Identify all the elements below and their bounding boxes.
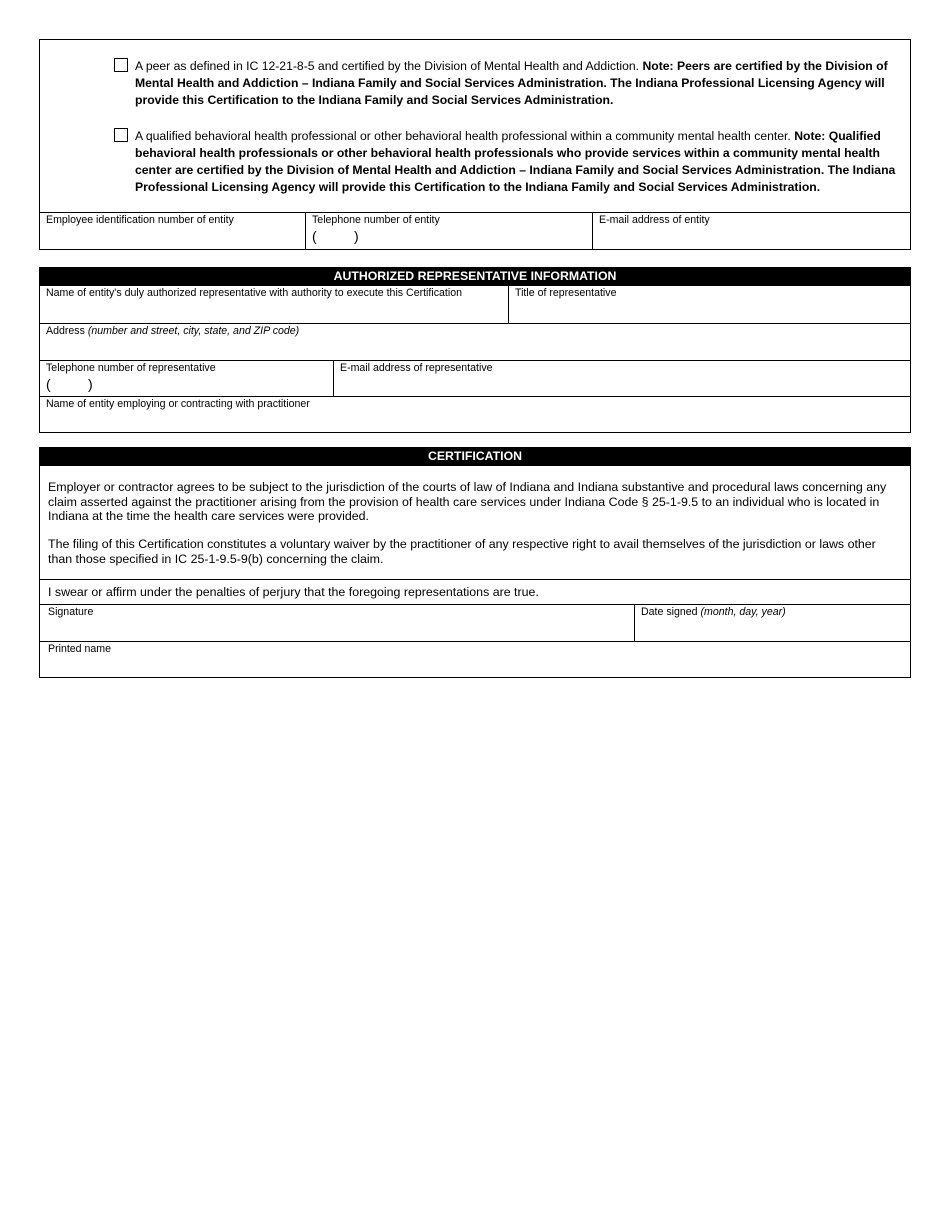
ein-label: Employee identification number of entity [46,214,234,226]
printed-name-row [40,641,910,677]
certification-section [39,447,911,678]
certification-paragraph-1: Employer or contractor agrees to be subject to the jurisdiction of the courts of law of Indiana and Indiana substantive and procedural laws concerning any claim asserted against the practitioner arising from the provision of health care services under Indiana Code § 25-1-9.5 to an individual who is located in Indiana at the time the health care services were provided. [48,480,887,523]
certification-header: CERTIFICATION [40,447,910,466]
rep-email-label: E-mail address of representative [340,362,493,374]
rep-address-row [40,323,910,360]
oath-row [40,579,910,604]
rep-email-cell [333,361,910,397]
peer-checkbox[interactable] [114,58,128,72]
date-signed-hint: (month, day, year) [700,606,786,618]
signature-row [40,604,910,641]
rep-title-cell [508,286,910,323]
entity-email-input[interactable] [593,231,910,249]
printed-name-cell [40,642,910,677]
rep-phone-label: Telephone number of representative [46,362,216,374]
authorized-rep-header: AUTHORIZED REPRESENTATIVE INFORMATION [40,267,910,286]
rep-address-input[interactable] [40,342,910,360]
date-signed-cell [634,605,910,641]
rep-title-label: Title of representative [515,287,617,299]
rep-contact-row [40,360,910,397]
certification-paragraph-2: The filing of this Certification constitutes a voluntary waiver by the practitioner of any respective right to avail themselves of the jurisdiction or laws other than those specified in IC 25-1-9.5-9(b) concerning the claim. [48,537,876,566]
employer-cell [40,397,910,432]
rep-address-cell [40,324,910,360]
employer-label: Name of entity employing or contracting with practitioner [46,398,310,410]
date-signed-input[interactable] [635,623,910,641]
entity-phone-area-code[interactable]: ( ) [312,228,359,244]
signature-label: Signature [48,606,94,618]
date-signed-label: Date signed [641,606,698,618]
qbhp-option [114,128,898,196]
peer-text: A peer as defined in IC 12-21-8-5 and certified by the Division of Mental Health and Addiction. [135,59,640,73]
oath-cell [40,580,910,604]
qbhp-text: A qualified behavioral health professional or other behavioral health professional within a community mental health center. [135,129,791,143]
rep-phone-cell [40,361,333,397]
rep-name-label: Name of entity's duly authorized representative with authority to execute this Certification [46,287,462,299]
printed-name-label: Printed name [48,643,112,655]
rep-email-input[interactable] [334,379,910,397]
eligibility-section [39,39,911,250]
rep-name-input[interactable] [40,305,508,323]
rep-phone-area-code[interactable]: ( ) [46,376,93,392]
entity-email-cell [592,213,910,249]
entity-phone-cell [305,213,592,249]
oath-text: I swear or affirm under the penalties of perjury that the foregoing representations are true. [48,585,539,599]
rep-name-row [40,286,910,323]
employer-row [40,396,910,432]
printed-name-input[interactable] [40,659,910,677]
peer-note: Note: Peers are certified by the Division of Mental Health and Addiction – Indiana Family and Social Services Administration. The Indiana Professional Licensing Agency will provide this Certification to the Indiana Family and Social Services Administration. [135,59,888,107]
rep-address-hint: (number and street, city, state, and ZIP code) [87,325,300,337]
entity-contact-row [40,212,910,249]
entity-phone-label: Telephone number of entity [312,214,440,226]
signature-cell [40,605,634,641]
rep-name-cell [40,286,508,323]
qbhp-checkbox[interactable] [114,128,128,142]
ein-input[interactable] [40,231,305,249]
employer-input[interactable] [40,414,910,432]
authorized-rep-section [39,267,911,433]
ein-cell [40,213,305,249]
entity-email-label: E-mail address of entity [599,214,710,226]
signature-input[interactable] [40,623,634,641]
peer-option [114,58,898,109]
rep-title-input[interactable] [509,305,910,323]
qbhp-note: Note: Qualified behavioral health professionals or other behavioral health professionals who provide services within a community mental health center are certified by the Division of Mental Health and Addiction – Indiana Family and Social Services Administration. The Indiana Professional Licensing Agency will provide this Certification to the Indiana Family and Social Services Administration. [135,129,896,194]
rep-address-label: Address [46,325,85,337]
